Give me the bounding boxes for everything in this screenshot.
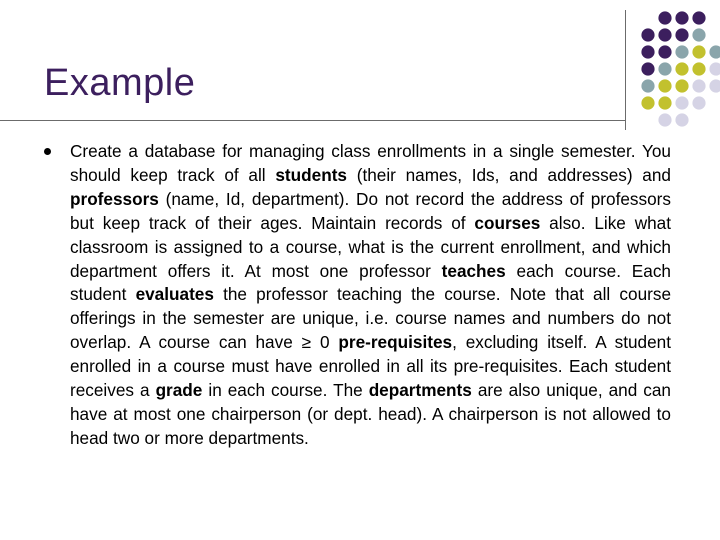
decorative-dot (641, 28, 654, 41)
decorative-dot (709, 62, 720, 75)
vertical-divider (625, 10, 626, 130)
title-underline (0, 120, 625, 121)
keyword-grade: grade (155, 380, 203, 401)
text-segment: (name, Id, department). Do not record the address of professors but keep track of their ages. Maintain records of (70, 188, 671, 233)
keyword-evaluates: evaluates (135, 284, 214, 305)
decorative-dot (658, 28, 671, 41)
decorative-dot (658, 45, 671, 58)
keyword-teaches: teaches (441, 260, 506, 281)
decorative-dot (675, 113, 688, 126)
decorative-dot (709, 45, 720, 58)
text-segment: also. Like what classroom is assigned to a course, what is the current enrollment, and which department offers it. At most one professor (70, 212, 672, 281)
text-segment: in each course. The (202, 380, 369, 401)
slide-title: Example (44, 62, 196, 104)
decorative-dot (641, 62, 654, 75)
keyword-students: students (275, 164, 347, 185)
decorative-dot (692, 62, 705, 75)
decorative-dot (675, 11, 688, 24)
decorative-dot (658, 79, 671, 92)
decorative-dot (675, 79, 688, 92)
text-segment: are also unique, and can have at most one chairperson (or dept. head). A chairperson is not allowed to head two or more departments. (70, 380, 671, 448)
decorative-dot (641, 79, 654, 92)
decorative-dot (692, 28, 705, 41)
decorative-dot (658, 62, 671, 75)
decorative-dot (692, 96, 705, 109)
decorative-dot (675, 45, 688, 58)
text-segment: the professor teaching the course. Note that all course offerings in the semester are unique, i.e. course names and numbers do not overlap. A course can have ≥ 0 (70, 284, 672, 353)
text-segment: , excluding itself. A student enrolled in a course must have enrolled in all its pre-requisites. Each student receives a (70, 332, 672, 401)
decorative-dot (675, 62, 688, 75)
decorative-dot (641, 45, 654, 58)
decorative-dot (675, 28, 688, 41)
bullet-dot-icon (44, 148, 51, 155)
keyword-courses: courses (474, 212, 541, 233)
keyword-departments: departments (368, 380, 472, 401)
text-segment: Create a database for managing class enrollments in a single semester. You should keep track of all (70, 141, 671, 185)
decorative-dot (658, 96, 671, 109)
decorative-dot (658, 11, 671, 24)
bullet-text (70, 140, 671, 451)
decorative-dot (692, 79, 705, 92)
keyword-professors: professors (70, 188, 159, 209)
decorative-dot (709, 79, 720, 92)
text-segment: each course. Each student (70, 260, 671, 305)
decorative-dot (675, 96, 688, 109)
decorative-dot (692, 45, 705, 58)
decorative-dot (658, 113, 671, 126)
decorative-dot (692, 11, 705, 24)
keyword-pre-requisites: pre-requisites (338, 332, 453, 353)
decorative-dot (641, 96, 654, 109)
text-segment: (their names, Ids, and addresses) and (346, 164, 671, 185)
